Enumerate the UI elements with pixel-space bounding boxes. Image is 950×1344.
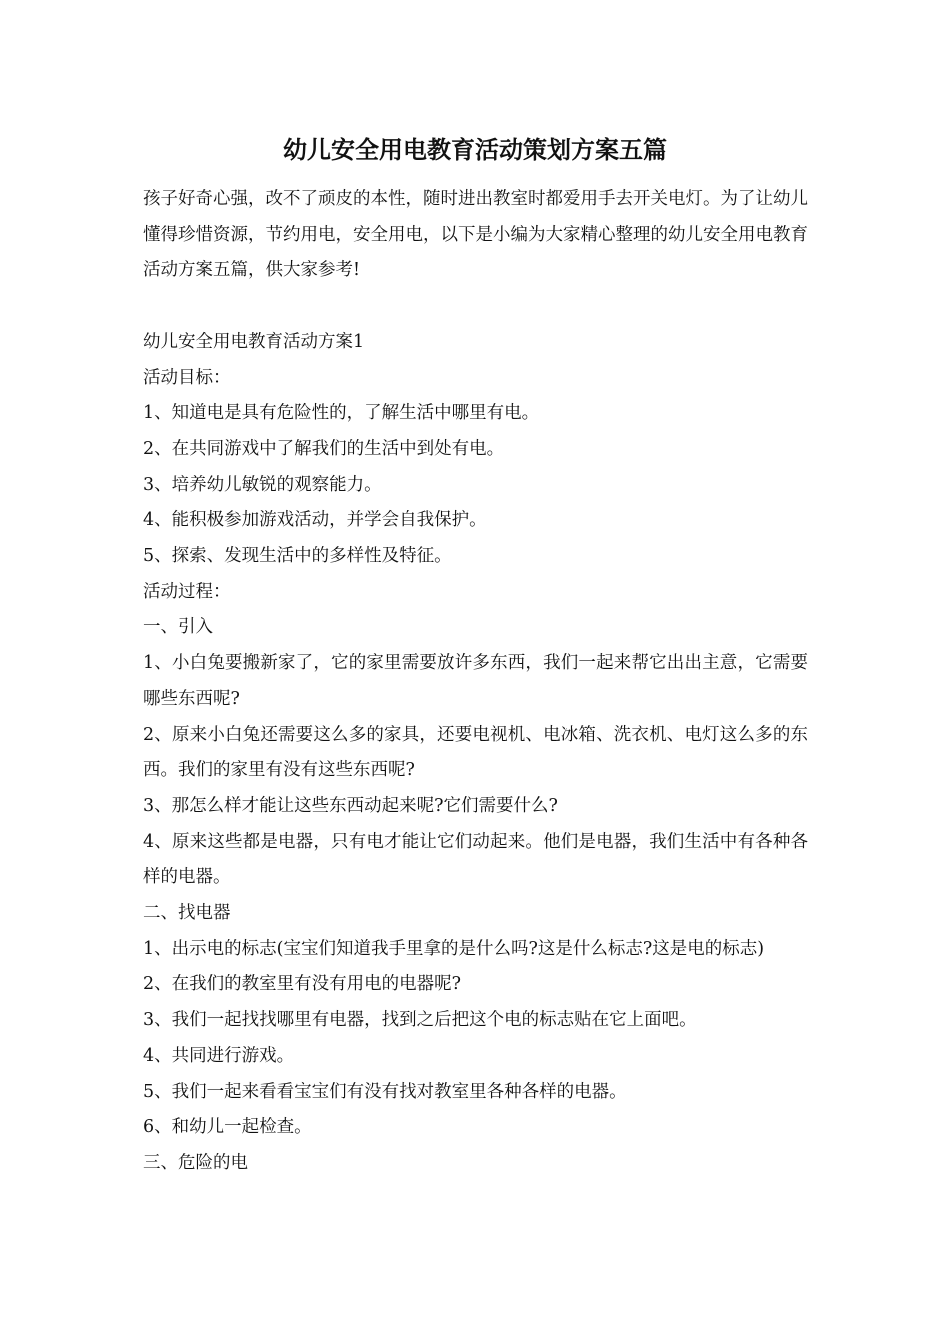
process-item: 4、共同进行游戏。 <box>143 1045 295 1066</box>
section-label-process: 活动过程： <box>143 581 231 602</box>
goal-item: 1、知道电是具有危险性的，了解生活中哪里有电。 <box>143 403 540 424</box>
goal-item: 4、能积极参加游戏活动，并学会自我保护。 <box>143 510 487 531</box>
process-item: 2、原来小白兔还需要这么多的家具，还要电视机、电冰箱、洗衣机、电灯这么多的东西。我们的家里有没有这些东西呢? <box>143 724 808 781</box>
paragraph-spacer <box>143 289 808 325</box>
section-label-goals: 活动目标： <box>143 367 231 388</box>
process-item: 6、和幼儿一起检查。 <box>143 1117 312 1138</box>
process-item: 1、小白兔要搬新家了，它的家里需要放许多东西，我们一起来帮它出出主意，它需要哪些东西呢? <box>143 653 808 709</box>
plan-heading: 幼儿安全用电教育活动方案1 <box>143 331 365 352</box>
subsection-heading: 二、找电器 <box>143 903 231 924</box>
subsection-heading: 一、引入 <box>143 617 213 638</box>
document-body <box>143 182 808 1182</box>
process-item: 2、在我们的教室里有没有用电的电器呢? <box>143 974 462 995</box>
document-title: 幼儿安全用电教育活动策划方案五篇 <box>283 135 667 164</box>
process-item: 4、原来这些都是电器，只有电才能让它们动起来。他们是电器，我们生活中有各种各样的电器。 <box>143 831 808 888</box>
goal-item: 2、在共同游戏中了解我们的生活中到处有电。 <box>143 438 505 459</box>
process-item: 5、我们一起来看看宝宝们有没有找对教室里各种各样的电器。 <box>143 1081 627 1102</box>
intro-paragraph: 孩子好奇心强，改不了顽皮的本性，随时进出教室时都爱用手去开关电灯。为了让幼儿懂得珍惜资源，节约用电，安全用电，以下是小编为大家精心整理的幼儿安全用电教育活动方案五篇，供大家参考! <box>143 189 808 281</box>
goal-item: 3、培养幼儿敏锐的观察能力。 <box>143 474 382 495</box>
process-item: 3、那怎么样才能让这些东西动起来呢?它们需要什么? <box>143 795 558 816</box>
subsection-heading: 三、危险的电 <box>143 1152 248 1173</box>
process-item: 3、我们一起找找哪里有电器，找到之后把这个电的标志贴在它上面吧。 <box>143 1010 697 1031</box>
process-item: 1、出示电的标志(宝宝们知道我手里拿的是什么吗?这是什么标志?这是电的标志) <box>143 938 765 959</box>
goal-item: 5、探索、发现生活中的多样性及特征。 <box>143 546 452 567</box>
